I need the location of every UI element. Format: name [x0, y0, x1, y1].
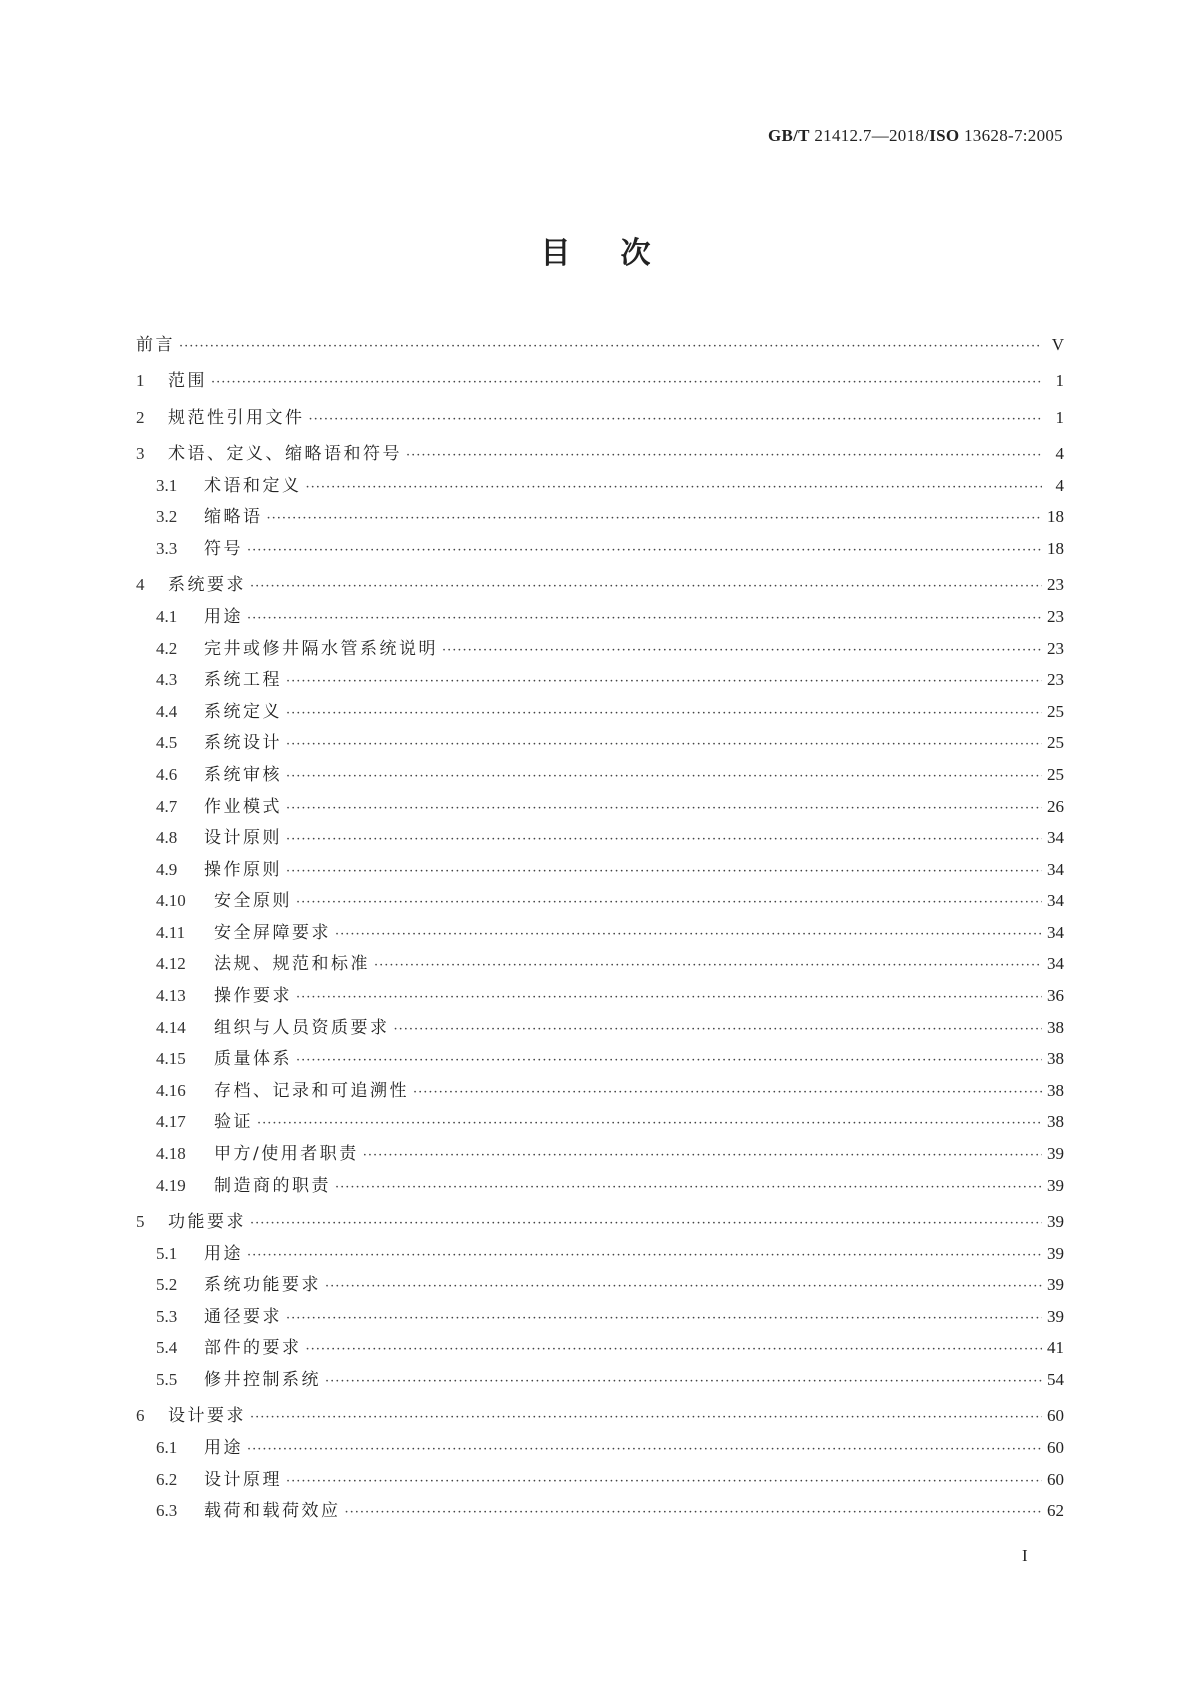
toc-entry-label: 部件的要求 — [204, 1338, 302, 1359]
toc-entry-number: 4.15 — [156, 1049, 186, 1069]
toc-entry-number: 4.10 — [156, 891, 186, 911]
toc-entry-page: 62 — [1047, 1501, 1064, 1521]
toc-entry-number: 4.18 — [156, 1144, 186, 1164]
toc-entry-label: 用途 — [204, 606, 243, 627]
toc-entry[interactable] — [136, 471, 1064, 503]
dot-leader — [335, 1180, 1042, 1195]
dot-leader — [250, 1410, 1042, 1425]
toc-entry-page: 34 — [1047, 891, 1064, 911]
toc-entry-number: 4 — [136, 575, 145, 595]
toc-entry[interactable] — [136, 855, 1064, 887]
toc-entry-page: 39 — [1047, 1243, 1064, 1263]
toc-entry-label: 用途 — [204, 1243, 243, 1264]
toc-entry-number: 4.4 — [156, 701, 178, 721]
toc-entry-page: 4 — [1055, 444, 1064, 464]
toc-entry-page: 26 — [1047, 796, 1064, 816]
toc-entry-label: 系统定义 — [204, 701, 282, 722]
dot-leader — [296, 1053, 1042, 1068]
toc-entry[interactable] — [136, 981, 1064, 1013]
toc-entry[interactable] — [136, 1013, 1064, 1045]
toc-entry-label: 通径要求 — [204, 1306, 282, 1327]
document-header — [768, 126, 1063, 146]
toc-entry[interactable] — [136, 602, 1064, 634]
toc-entry[interactable] — [136, 534, 1064, 566]
toc-entry[interactable] — [136, 1076, 1064, 1108]
toc-entry[interactable] — [136, 502, 1064, 534]
toc-entry[interactable] — [136, 634, 1064, 666]
dot-leader — [406, 448, 1042, 463]
dot-leader — [296, 895, 1042, 910]
toc-entry-page: 34 — [1047, 954, 1064, 974]
toc-entry-page: 25 — [1047, 701, 1064, 721]
toc-entry-page: 34 — [1047, 859, 1064, 879]
toc-entry[interactable] — [136, 570, 1064, 602]
toc-entry-number: 4.19 — [156, 1175, 186, 1195]
toc-entry-label: 符号 — [204, 538, 243, 559]
toc-entry[interactable] — [136, 1207, 1064, 1239]
toc-entry-label: 修井控制系统 — [204, 1369, 321, 1390]
toc-entry-label: 作业模式 — [204, 796, 282, 817]
toc-entry-label: 载荷和载荷效应 — [204, 1501, 341, 1522]
dot-leader — [335, 927, 1042, 942]
toc-entry-page: 38 — [1047, 1049, 1064, 1069]
toc-entry-number: 4.2 — [156, 638, 178, 658]
toc-entry[interactable] — [136, 439, 1064, 471]
toc-entry-label: 缩略语 — [204, 507, 263, 528]
toc-entry-label: 用途 — [204, 1437, 243, 1458]
toc-entry-label: 系统功能要求 — [204, 1275, 321, 1296]
toc-entry-label: 设计原理 — [204, 1469, 282, 1490]
dot-leader — [286, 674, 1042, 689]
iso-prefix: ISO — [929, 126, 960, 145]
toc-entry-page: 60 — [1047, 1406, 1064, 1426]
toc-entry-label: 系统要求 — [168, 575, 246, 596]
toc-entry-label: 制造商的职责 — [214, 1175, 331, 1196]
toc-entry-page: 60 — [1047, 1469, 1064, 1489]
dot-leader — [286, 832, 1042, 847]
toc-entry-number: 4.13 — [156, 986, 186, 1006]
toc-entry-label: 组织与人员资质要求 — [214, 1017, 390, 1038]
toc-entry-number: 1 — [136, 371, 145, 391]
toc-entry-label: 前言 — [136, 335, 175, 355]
toc-entry[interactable] — [136, 697, 1064, 729]
toc-entry[interactable] — [136, 760, 1064, 792]
toc-entry-number: 5.1 — [156, 1243, 178, 1263]
dot-leader — [325, 1279, 1042, 1294]
dot-leader — [179, 339, 1042, 354]
toc-entry-number: 4.8 — [156, 828, 178, 848]
dot-leader — [394, 1022, 1043, 1037]
toc-entry[interactable] — [136, 1139, 1064, 1171]
dot-leader — [211, 375, 1042, 390]
toc-entry-number: 4.12 — [156, 954, 186, 974]
toc-entry-label: 完井或修井隔水管系统说明 — [204, 638, 438, 659]
toc-entry-page: 38 — [1047, 1112, 1064, 1132]
toc-entry-label: 功能要求 — [168, 1212, 246, 1233]
dot-leader — [257, 1116, 1042, 1131]
toc-entry[interactable] — [136, 1496, 1064, 1528]
dot-leader — [296, 990, 1042, 1005]
toc-entry[interactable] — [136, 886, 1064, 918]
toc-entry[interactable] — [136, 949, 1064, 981]
toc-entry-number: 5.2 — [156, 1275, 178, 1295]
toc-entry[interactable] — [136, 1365, 1064, 1397]
toc-entry-number: 6.2 — [156, 1469, 178, 1489]
dot-leader — [286, 1311, 1042, 1326]
toc-entry-number: 6 — [136, 1406, 145, 1426]
toc-entry-label: 甲方/使用者职责 — [214, 1144, 359, 1165]
dot-leader — [309, 412, 1043, 427]
dot-leader — [247, 1248, 1042, 1263]
dot-leader — [363, 1148, 1042, 1163]
std-prefix: GB/T — [767, 126, 810, 145]
toc-entry[interactable] — [136, 403, 1064, 435]
toc-entry-number: 3.3 — [156, 538, 178, 558]
toc-entry-label: 范围 — [168, 371, 207, 392]
toc-entry-number: 3.1 — [156, 475, 178, 495]
dot-leader — [286, 737, 1042, 752]
toc-entry-number: 5.4 — [156, 1338, 178, 1358]
toc-entry-number: 4.5 — [156, 733, 178, 753]
dot-leader — [286, 769, 1042, 784]
toc-entry[interactable] — [136, 1044, 1064, 1076]
dot-leader — [374, 958, 1042, 973]
toc-entry[interactable] — [136, 1302, 1064, 1334]
toc-entry[interactable] — [136, 823, 1064, 855]
toc-entry-number: 5.5 — [156, 1369, 178, 1389]
dot-leader — [250, 1216, 1042, 1231]
toc-entry[interactable] — [136, 1107, 1064, 1139]
toc-entry-label: 质量体系 — [214, 1049, 292, 1070]
dot-leader — [247, 611, 1042, 626]
dot-leader — [306, 480, 1043, 495]
toc-entry-page: 25 — [1047, 733, 1064, 753]
toc-entry-page: 54 — [1047, 1369, 1064, 1389]
toc-entry[interactable] — [136, 1239, 1064, 1271]
toc-entry-page: 4 — [1055, 475, 1064, 495]
toc-entry-number: 4.17 — [156, 1112, 186, 1132]
toc-entry-number: 4.16 — [156, 1080, 186, 1100]
dot-leader — [286, 864, 1042, 879]
toc-entry-label: 操作原则 — [204, 859, 282, 880]
page-title: 目次 — [540, 236, 701, 271]
toc-entry-page: 39 — [1047, 1144, 1064, 1164]
toc-entry-number: 4.6 — [156, 764, 178, 784]
toc-entry-page: 39 — [1047, 1175, 1064, 1195]
toc-entry[interactable] — [136, 1401, 1064, 1433]
toc-entry-page: 39 — [1047, 1275, 1064, 1295]
dot-leader — [247, 543, 1042, 558]
toc-entry-page: 34 — [1047, 828, 1064, 848]
toc-entry-page: 38 — [1047, 1017, 1064, 1037]
toc-entry-label: 设计要求 — [168, 1406, 246, 1427]
toc-entry-label: 安全屏障要求 — [214, 922, 331, 943]
toc-entry[interactable] — [136, 330, 1064, 362]
toc-entry-label: 系统审核 — [204, 764, 282, 785]
toc-entry-label: 规范性引用文件 — [168, 407, 305, 428]
dot-leader — [306, 1342, 1043, 1357]
toc-entry[interactable] — [136, 665, 1064, 697]
dot-leader — [247, 1442, 1042, 1457]
toc-entry-label: 操作要求 — [214, 986, 292, 1007]
toc-entry[interactable] — [136, 1171, 1064, 1203]
toc-entry-page: 1 — [1055, 371, 1064, 391]
toc-entry-page: 38 — [1047, 1080, 1064, 1100]
dot-leader — [250, 579, 1042, 594]
toc-entry-page: 23 — [1047, 638, 1064, 658]
dot-leader — [345, 1505, 1043, 1520]
toc-entry-label: 存档、记录和可追溯性 — [214, 1080, 409, 1101]
toc-entry-number: 5.3 — [156, 1306, 178, 1326]
toc-entry[interactable] — [136, 1270, 1064, 1302]
table-of-contents — [136, 330, 1064, 1528]
toc-entry-label: 安全原则 — [214, 891, 292, 912]
toc-entry-number: 6.3 — [156, 1501, 178, 1521]
toc-entry-number: 2 — [136, 407, 145, 427]
toc-entry-number: 4.9 — [156, 859, 178, 879]
toc-entry-number: 4.1 — [156, 606, 178, 626]
toc-entry[interactable] — [136, 366, 1064, 398]
toc-entry-page: 18 — [1047, 538, 1064, 558]
toc-entry[interactable] — [136, 792, 1064, 824]
toc-entry-number: 6.1 — [156, 1437, 178, 1457]
toc-entry-page: 39 — [1047, 1306, 1064, 1326]
toc-entry-page: 34 — [1047, 922, 1064, 942]
toc-entry-page: V — [1051, 335, 1064, 354]
toc-entry-page: 1 — [1055, 407, 1064, 427]
toc-entry-page: 36 — [1047, 986, 1064, 1006]
toc-entry-label: 术语和定义 — [204, 475, 302, 496]
toc-entry-page: 23 — [1047, 575, 1064, 595]
toc-entry[interactable] — [136, 918, 1064, 950]
toc-entry[interactable] — [136, 728, 1064, 760]
toc-entry-page: 25 — [1047, 764, 1064, 784]
toc-entry-number: 5 — [136, 1212, 145, 1232]
toc-entry[interactable] — [136, 1433, 1064, 1465]
toc-entry-number: 4.3 — [156, 670, 178, 690]
iso-number: 13628-7:2005 — [959, 126, 1063, 145]
dot-leader — [325, 1374, 1042, 1389]
toc-entry-number: 3 — [136, 444, 145, 464]
dot-leader — [286, 801, 1042, 816]
page-number: I — [1022, 1546, 1028, 1565]
toc-entry-page: 23 — [1047, 670, 1064, 690]
toc-entry-number: 4.14 — [156, 1017, 186, 1037]
toc-entry-label: 法规、规范和标准 — [214, 954, 370, 975]
dot-leader — [267, 511, 1043, 526]
toc-entry[interactable] — [136, 1465, 1064, 1497]
toc-entry-page: 23 — [1047, 606, 1064, 626]
toc-entry-number: 3.2 — [156, 507, 178, 527]
toc-entry-page: 39 — [1047, 1212, 1064, 1232]
toc-entry-page: 41 — [1047, 1338, 1064, 1358]
toc-entry-page: 60 — [1047, 1437, 1064, 1457]
toc-entry-number: 4.11 — [156, 922, 186, 942]
dot-leader — [286, 1474, 1042, 1489]
toc-entry-label: 系统工程 — [204, 670, 282, 691]
dot-leader — [413, 1085, 1042, 1100]
toc-entry-label: 设计原则 — [204, 828, 282, 849]
toc-entry[interactable] — [136, 1333, 1064, 1365]
toc-entry-page: 18 — [1047, 507, 1064, 527]
dot-leader — [442, 643, 1042, 658]
toc-entry-label: 系统设计 — [204, 733, 282, 754]
toc-entry-label: 验证 — [214, 1112, 253, 1133]
toc-entry-label: 术语、定义、缩略语和符号 — [168, 444, 402, 465]
toc-entry-number: 4.7 — [156, 796, 178, 816]
std-number: 21412.7—2018/ — [809, 126, 930, 145]
dot-leader — [286, 706, 1042, 721]
